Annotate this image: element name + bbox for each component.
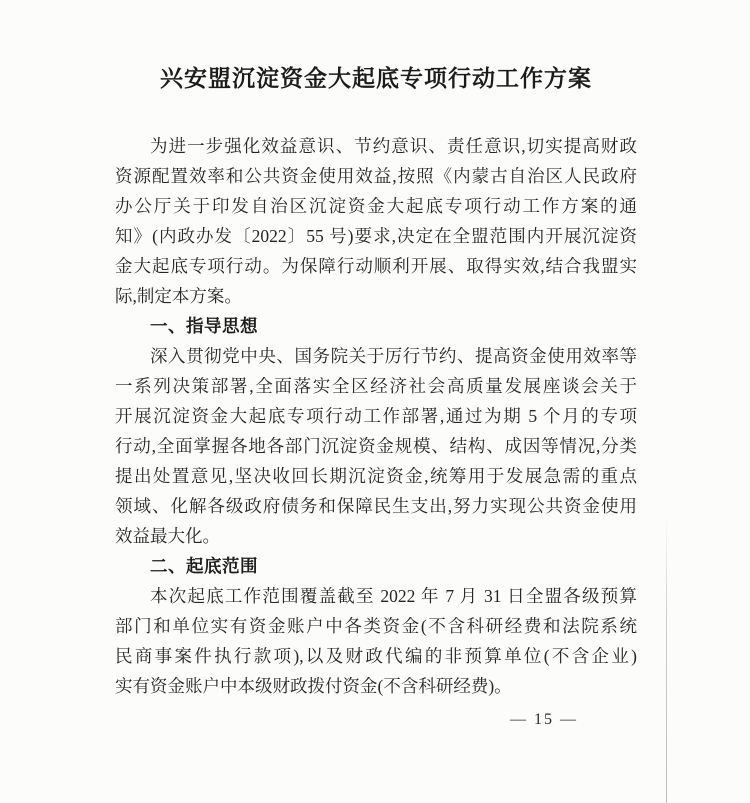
- document-title: 兴安盟沉淀资金大起底专项行动工作方案: [160, 66, 592, 91]
- text-line: 行动,全面掌握各地各部门沉淀资金规模、结构、成因等情况,分类: [115, 436, 637, 456]
- text-line: 开展沉淀资金大起底专项行动工作部署,通过为期 5 个月的专项: [115, 406, 637, 426]
- text-line: 提出处置意见,坚决收回长期沉淀资金,统筹用于发展急需的重点: [115, 466, 637, 486]
- text-line: 资源配置效率和公共资金使用效益,按照《内蒙古自治区人民政府: [115, 166, 637, 186]
- text-line: 一系列决策部署,全面落实全区经济社会高质量发展座谈会关于: [115, 376, 637, 396]
- text-line: 本次起底工作范围覆盖截至 2022 年 7 月 31 日全盟各级预算: [150, 586, 637, 606]
- text-line: 办公厅关于印发自治区沉淀资金大起底专项行动工作方案的通: [115, 196, 637, 216]
- text-line: 深入贯彻党中央、国务院关于厉行节约、提高资金使用效率等: [150, 346, 637, 366]
- text-line: 为进一步强化效益意识、节约意识、责任意识,切实提高财政: [150, 136, 637, 156]
- text-line: 实有资金账户中本级财政拨付资金(不含科研经费)。: [115, 676, 512, 696]
- document-body: [115, 131, 637, 701]
- text-line: 际,制定本方案。: [115, 286, 242, 306]
- text-line: 民商事案件执行款项),以及财政代编的非预算单位(不含企业): [115, 646, 637, 666]
- scan-fold-line: [666, 515, 667, 803]
- text-line: 金大起底专项行动。为保障行动顺利开展、取得实效,结合我盟实: [115, 256, 637, 276]
- section-heading-guiding-ideology: 一、指导思想: [150, 316, 258, 336]
- section-heading-scope: 二、起底范围: [150, 556, 258, 576]
- text-line: 部门和单位实有资金账户中各类资金(不含科研经费和法院系统: [115, 616, 637, 636]
- text-line: 效益最大化。: [115, 526, 220, 546]
- text-line: 知》(内政办发〔2022〕55 号)要求,决定在全盟范围内开展沉淀资: [115, 226, 637, 246]
- text-line: 领域、化解各级政府债务和保障民生支出,努力实现公共资金使用: [115, 496, 637, 516]
- page-number: — 15 —: [510, 711, 578, 728]
